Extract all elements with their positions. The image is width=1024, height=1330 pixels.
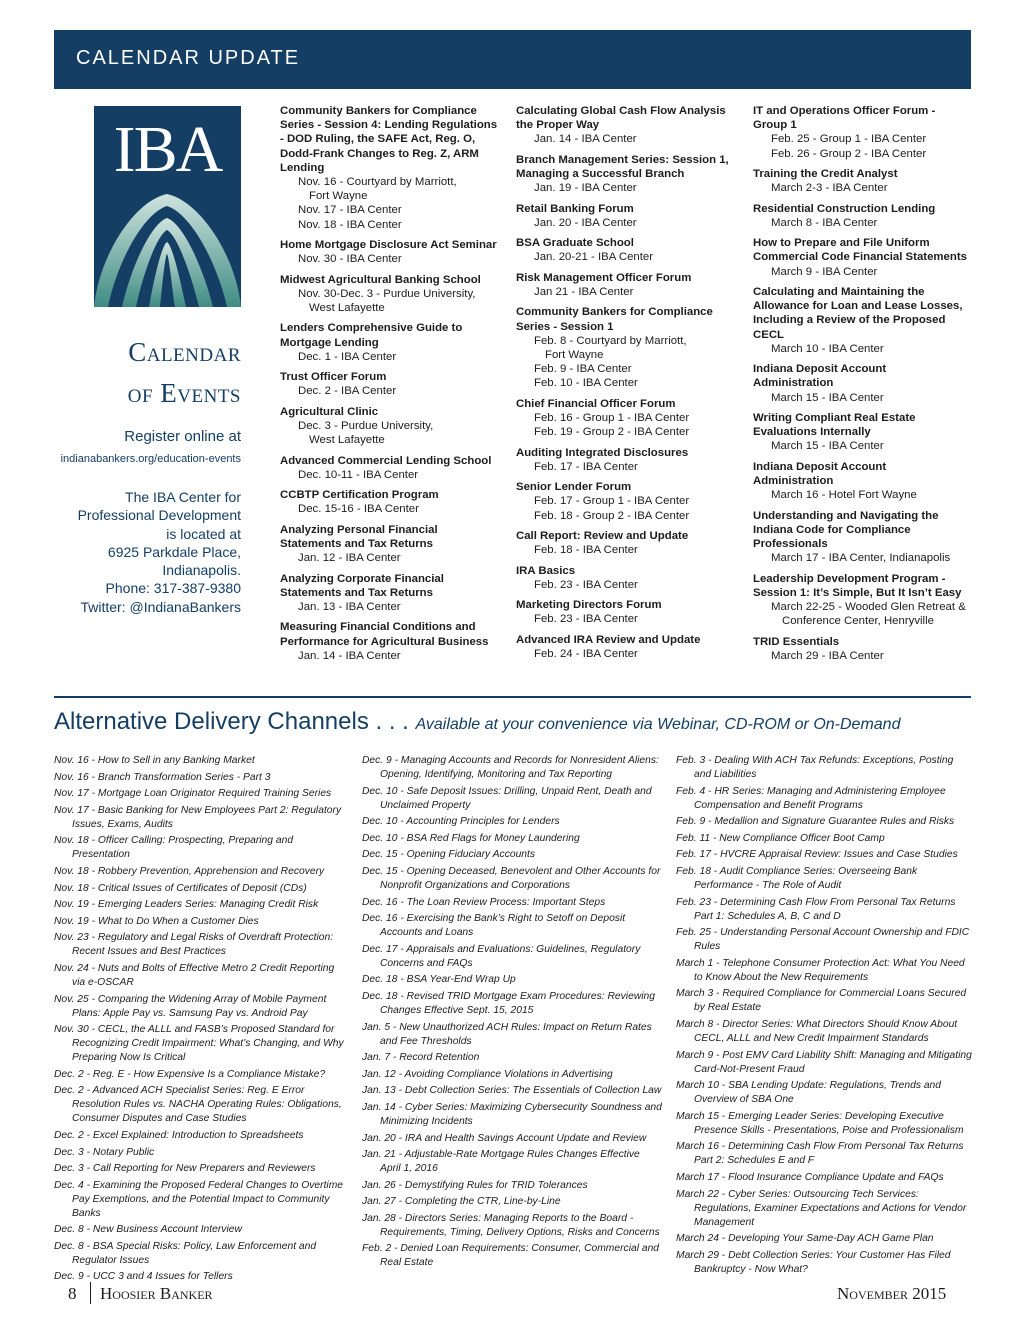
center-info-line: Twitter: @IndianaBankers xyxy=(80,598,241,615)
logo-text: IBA xyxy=(113,113,222,186)
event-title: Chief Financial Officer Forum xyxy=(516,397,676,410)
event-date-location: West Lafayette xyxy=(309,302,385,315)
alternative-delivery-heading xyxy=(54,708,900,736)
alt-delivery-item: Dec. 18 - BSA Year-End Wrap Up xyxy=(362,974,516,986)
event-date-location: Feb. 8 - Courtyard by Marriott, xyxy=(534,334,687,347)
center-info-line: is located at xyxy=(166,525,241,542)
alt-delivery-item: Feb. 11 - New Compliance Officer Boot Camp xyxy=(676,832,885,844)
event-item xyxy=(516,104,741,147)
alt-delivery-item: Jan. 13 - Debt Collection Series: The Essentials of Collection Law xyxy=(362,1085,662,1097)
event-title: Branch Management Series: Session 1, Managing a Successful Branch xyxy=(516,153,729,180)
event-date-location: Feb. 18 - Group 2 - IBA Center xyxy=(534,509,690,522)
event-title: Indiana Deposit Account Administration xyxy=(753,460,887,487)
event-date-location: Conference Center, Henryville xyxy=(782,615,934,628)
event-date-location: Dec. 2 - IBA Center xyxy=(298,385,397,398)
event-date-location: West Lafayette xyxy=(309,434,385,447)
event-title: Community Bankers for Compliance Series - Session 1 xyxy=(516,306,713,333)
event-item xyxy=(516,397,741,440)
event-item xyxy=(280,620,500,663)
event-title: Advanced IRA Review and Update xyxy=(516,633,701,646)
event-item xyxy=(280,572,500,615)
event-date-location: Feb. 24 - IBA Center xyxy=(534,647,638,660)
alt-delivery-item: Dec. 2 - Reg. E - How Expensive Is a Compliance Mistake? xyxy=(54,1068,326,1080)
center-info-line: Professional Development xyxy=(77,507,241,524)
event-date-location: Nov. 18 - IBA Center xyxy=(298,218,402,231)
event-title: Analyzing Personal Financial Statements and Tax Returns xyxy=(280,523,438,550)
alt-delivery-item: March 24 - Developing Your Same-Day ACH Game Plan xyxy=(676,1233,934,1245)
center-contact-info xyxy=(60,488,241,616)
alt-delivery-item: Feb. 2 - Denied Loan Requirements: Consumer, Commercial and Real Estate xyxy=(362,1243,660,1269)
alt-delivery-item: March 16 - Determining Cash Flow From Personal Tax Returns Part 2: Schedules E and F xyxy=(676,1141,964,1167)
event-date-location: March 15 - IBA Center xyxy=(771,391,884,404)
event-title: How to Prepare and File Uniform Commercial Code Financial Statements xyxy=(753,237,967,264)
event-title: IT and Operations Officer Forum - Group 1 xyxy=(753,105,936,132)
event-title: Retail Banking Forum xyxy=(516,202,634,215)
alt-delivery-item: Dec. 16 - Exercising the Bank’s Right to Setoff on Deposit Accounts and Loans xyxy=(362,913,626,939)
alt-delivery-item: Nov. 18 - Critical Issues of Certificates of Deposit (CDs) xyxy=(54,882,307,894)
events-column-1 xyxy=(280,104,500,669)
event-item xyxy=(280,523,500,566)
event-date-location: Jan. 13 - IBA Center xyxy=(298,600,401,613)
alt-delivery-item: Dec. 9 - UCC 3 and 4 Issues for Tellers xyxy=(54,1271,233,1283)
alt-delivery-item: Jan. 28 - Directors Series: Managing Reports to the Board - Requirements, Timing, Delivery Options, Risks and Concerns xyxy=(362,1212,660,1238)
event-item xyxy=(516,480,741,523)
publication-name: Hoosier Banker xyxy=(100,1284,213,1303)
alt-delivery-item: Feb. 17 - HVCRE Appraisal Review: Issues and Case Studies xyxy=(676,849,958,861)
event-date-location: March 17 - IBA Center, Indianapolis xyxy=(771,552,951,565)
event-item xyxy=(753,202,968,230)
event-item xyxy=(753,167,968,195)
alt-delivery-item: Nov. 30 - CECL, the ALLL and FASB’s Proposed Standard for Recognizing Credit Impairment: What’s Changing, and Why Preparing Now Is Critical xyxy=(54,1024,344,1064)
alt-delivery-item: March 1 - Telephone Consumer Protection Act: What You Need to Know About the New Requirements xyxy=(676,957,965,983)
event-item xyxy=(280,370,500,398)
event-item xyxy=(516,236,741,264)
event-item xyxy=(516,598,741,626)
event-title: Senior Lender Forum xyxy=(516,481,632,494)
alt-delivery-item: March 10 - SBA Lending Update: Regulations, Trends and Overview of SBA One xyxy=(676,1080,942,1106)
events-column-2 xyxy=(516,104,741,667)
alt-delivery-item: March 8 - Director Series: What Directors Should Know About CECL, ALLL and New Credit Impairment Standards xyxy=(676,1018,958,1044)
event-date-location: Feb. 23 - IBA Center xyxy=(534,578,638,591)
event-title: Leadership Development Program - Session 1: It’s Simple, But It Isn’t Easy xyxy=(753,572,962,599)
alt-delivery-item: Dec. 17 - Appraisals and Evaluations: Guidelines, Regulatory Concerns and FAQs xyxy=(362,943,641,969)
alt-column-1 xyxy=(54,754,350,1287)
alt-delivery-item: Nov. 19 - Emerging Leaders Series: Managing Credit Risk xyxy=(54,899,319,911)
event-title: Risk Management Officer Forum xyxy=(516,271,692,284)
alt-delivery-item: Jan. 12 - Avoiding Compliance Violations in Advertising xyxy=(362,1068,613,1080)
footer-separator xyxy=(90,1282,91,1304)
event-title: Auditing Integrated Disclosures xyxy=(516,446,689,459)
event-date-location: March 8 - IBA Center xyxy=(771,216,878,229)
event-date-location: Feb. 16 - Group 1 - IBA Center xyxy=(534,411,690,424)
event-item xyxy=(516,529,741,557)
event-date-location: Nov. 30-Dec. 3 - Purdue University, xyxy=(298,287,476,300)
event-title: TRID Essentials xyxy=(753,635,840,648)
event-date-location: Feb. 23 - IBA Center xyxy=(534,613,638,626)
alt-delivery-item: Nov. 24 - Nuts and Bolts of Effective Metro 2 Credit Reporting via e-OSCAR xyxy=(54,962,335,988)
alt-delivery-item: March 15 - Emerging Leader Series: Developing Executive Presence Skills - Presentations, Poise and Professionalism xyxy=(676,1110,964,1136)
alt-delivery-item: Nov. 18 - Robbery Prevention, Apprehension and Recovery xyxy=(54,865,325,877)
center-info-line: The IBA Center for xyxy=(125,489,241,505)
event-date-location: Jan. 14 - IBA Center xyxy=(534,133,637,146)
alt-delivery-item: Dec. 15 - Opening Fiduciary Accounts xyxy=(362,849,536,861)
event-date-location: Feb. 17 - Group 1 - IBA Center xyxy=(534,495,690,508)
calendar-update-banner xyxy=(54,30,971,89)
banner-title: CALENDAR UPDATE xyxy=(76,47,301,69)
event-title: Measuring Financial Conditions and Performance for Agricultural Business xyxy=(280,621,489,648)
alt-delivery-item: Jan. 5 - New Unauthorized ACH Rules: Impact on Return Rates and Fee Thresholds xyxy=(362,1021,652,1047)
event-date-location: Nov. 16 - Courtyard by Marriott, xyxy=(298,176,457,189)
alt-delivery-item: Jan. 26 - Demystifying Rules for TRID Tolerances xyxy=(362,1179,588,1191)
register-online-text: Register online at xyxy=(124,428,241,445)
alt-delivery-item: Feb. 23 - Determining Cash Flow From Personal Tax Returns Part 1: Schedules A, B, C and D xyxy=(676,896,956,922)
alt-delivery-item: Nov. 25 - Comparing the Widening Array of Mobile Payment Plans: Apple Pay vs. Samsung Pay vs. Android Pay xyxy=(54,993,327,1019)
event-item xyxy=(753,460,968,503)
calendar-title-line1: Calendar xyxy=(128,337,241,367)
event-item xyxy=(280,238,500,266)
event-date-location: March 10 - IBA Center xyxy=(771,342,884,355)
event-title: Analyzing Corporate Financial Statements and Tax Returns xyxy=(280,572,444,599)
event-item xyxy=(516,153,741,196)
center-info-line: Phone: 317-387-9380 xyxy=(105,580,241,597)
event-item xyxy=(280,488,500,516)
event-item xyxy=(280,104,500,232)
event-date-location: March 22-25 - Wooded Glen Retreat & xyxy=(771,600,966,613)
event-title: Writing Compliant Real Estate Evaluations Internally xyxy=(753,411,916,439)
event-date-location: Dec. 15-16 - IBA Center xyxy=(298,503,419,516)
event-item xyxy=(280,405,500,448)
event-date-location: Dec. 3 - Purdue University, xyxy=(298,420,434,432)
event-date-location: Feb. 19 - Group 2 - IBA Center xyxy=(534,426,690,439)
event-item xyxy=(753,509,968,566)
alt-delivery-item: Feb. 3 - Dealing With ACH Tax Refunds: Exceptions, Posting and Liabilities xyxy=(676,755,954,780)
alt-delivery-item: Dec. 10 - Safe Deposit Issues: Drilling, Unpaid Rent, Death and Unclaimed Property xyxy=(362,785,652,811)
alt-delivery-item: Nov. 16 - Branch Transformation Series - Part 3 xyxy=(54,771,271,783)
alt-delivery-item: Dec. 4 - Examining the Proposed Federal Changes to Overtime Pay Exemptions, and the Potential Impact to Community Banks xyxy=(54,1179,344,1219)
alt-delivery-item: Feb. 9 - Medallion and Signature Guarantee Rules and Risks xyxy=(676,816,955,828)
alt-delivery-item: Dec. 18 - Revised TRID Mortgage Exam Procedures: Reviewing Changes Effective Sept. 15, 2015 xyxy=(362,990,656,1016)
event-date-location: Jan. 20 - IBA Center xyxy=(534,216,637,229)
event-item xyxy=(516,202,741,230)
alt-delivery-item: Dec. 9 - Managing Accounts and Records for Nonresident Aliens: Opening, Identifying, Monitoring and Tax Reporting xyxy=(362,755,659,780)
event-title: IRA Basics xyxy=(516,564,576,577)
event-item xyxy=(516,633,741,661)
event-item xyxy=(516,446,741,474)
iba-logo xyxy=(94,106,241,307)
alt-delivery-item: Dec. 8 - BSA Special Risks: Policy, Law Enforcement and Regulator Issues xyxy=(54,1240,317,1266)
alt-dots: . . . xyxy=(368,708,416,735)
event-item xyxy=(753,635,968,663)
event-item xyxy=(516,271,741,299)
alt-delivery-item: Dec. 3 - Notary Public xyxy=(54,1146,155,1158)
alt-delivery-item: Feb. 4 - HR Series: Managing and Administering Employee Compensation and Benefit Programs xyxy=(676,785,946,811)
event-title: Marketing Directors Forum xyxy=(516,599,662,612)
event-date-location: Feb. 25 - Group 1 - IBA Center xyxy=(771,133,927,146)
event-title: Lenders Comprehensive Guide to Mortgage Lending xyxy=(280,322,463,349)
event-date-location: Jan. 12 - IBA Center xyxy=(298,552,401,565)
event-title: Advanced Commercial Lending School xyxy=(280,454,492,467)
event-item xyxy=(280,454,500,482)
alt-delivery-item: Nov. 23 - Regulatory and Legal Risks of Overdraft Protection: Recent Issues and Best Practices xyxy=(54,932,334,958)
alt-delivery-item: Feb. 18 - Audit Compliance Series: Overseeing Bank Performance - The Role of Audit xyxy=(676,865,918,891)
event-date-location: March 16 - Hotel Fort Wayne xyxy=(771,489,917,502)
event-date-location: March 9 - IBA Center xyxy=(771,265,878,278)
alt-delivery-item: March 22 - Cyber Series: Outsourcing Tech Services: Regulations, Examiner Expectations and Actions for Vendor Management xyxy=(676,1188,967,1228)
alt-delivery-item: Jan. 20 - IRA and Health Savings Account Update and Review xyxy=(362,1132,647,1144)
event-date-location: Jan. 14 - IBA Center xyxy=(298,649,401,662)
event-item xyxy=(516,305,741,390)
event-date-location: Jan. 19 - IBA Center xyxy=(534,182,637,195)
event-item xyxy=(753,362,968,405)
alt-delivery-item: Nov. 17 - Mortgage Loan Originator Required Training Series xyxy=(54,788,332,800)
event-date-location: Fort Wayne xyxy=(545,348,604,361)
event-item xyxy=(280,321,500,364)
event-date-location: Feb. 26 - Group 2 - IBA Center xyxy=(771,147,927,160)
alt-delivery-item: March 9 - Post EMV Card Liability Shift: Managing and Mitigating Card-Not-Present Fraud xyxy=(676,1049,972,1075)
event-date-location: Nov. 17 - IBA Center xyxy=(298,204,402,217)
alt-column-3 xyxy=(676,754,972,1279)
event-title: Call Report: Review and Update xyxy=(516,529,689,542)
event-item xyxy=(753,285,968,356)
event-date-location: Feb. 10 - IBA Center xyxy=(534,377,638,390)
event-item xyxy=(753,411,968,454)
alt-delivery-item: Dec. 10 - BSA Red Flags for Money Laundering xyxy=(362,832,580,844)
event-title: Understanding and Navigating the Indiana Code for Compliance Professionals xyxy=(753,509,939,550)
event-date-location: Dec. 10-11 - IBA Center xyxy=(298,468,419,481)
event-title: CCBTP Certification Program xyxy=(280,489,439,502)
register-url-link[interactable]: indianabankers.org/education-events xyxy=(60,453,241,465)
event-title: Calculating Global Cash Flow Analysis the Proper Way xyxy=(516,105,726,132)
calendar-title-line2: of Events xyxy=(127,378,241,408)
event-title: Calculating and Maintaining the Allowance for Loan and Lease Losses, Including a Review of the Proposed CECL xyxy=(753,285,963,341)
event-date-location: March 2-3 - IBA Center xyxy=(771,182,888,195)
alt-delivery-item: Dec. 2 - Excel Explained: Introduction to Spreadsheets xyxy=(54,1129,304,1141)
center-info-line: Indianapolis. xyxy=(162,562,241,579)
event-item xyxy=(753,104,968,161)
event-title: Community Bankers for Compliance Series - Session 4: Lending Regulations - DOD Ruling, the SAFE Act, Reg. O, Dodd-Frank Changes to Reg. Z, ARM Lending xyxy=(280,105,498,174)
event-item xyxy=(753,236,968,279)
event-title: BSA Graduate School xyxy=(516,237,634,250)
event-date-location: Jan 21 - IBA Center xyxy=(534,285,634,298)
center-info-line: 6925 Parkdale Place, xyxy=(107,543,241,560)
event-date-location: March 29 - IBA Center xyxy=(771,649,884,662)
page-number: 8 xyxy=(68,1284,77,1303)
alt-delivery-item: Nov. 18 - Officer Calling: Prospecting, Preparing and Presentation xyxy=(54,835,294,861)
event-date-location: Feb. 9 - IBA Center xyxy=(534,363,632,376)
alt-delivery-item: Feb. 25 - Understanding Personal Account Ownership and FDIC Rules xyxy=(676,927,970,953)
event-title: Training the Credit Analyst xyxy=(753,168,898,180)
alt-delivery-item: Dec. 8 - New Business Account Interview xyxy=(54,1224,242,1236)
alt-delivery-item: Dec. 16 - The Loan Review Process: Important Steps xyxy=(362,896,606,908)
event-title: Trust Officer Forum xyxy=(280,371,387,384)
event-title: Midwest Agricultural Banking School xyxy=(280,273,481,286)
alt-delivery-item: March 3 - Required Compliance for Commercial Loans Secured by Real Estate xyxy=(676,988,967,1014)
alt-delivery-item: Jan. 7 - Record Retention xyxy=(362,1052,480,1064)
event-date-location: Dec. 1 - IBA Center xyxy=(298,350,397,363)
alt-delivery-item: Nov. 16 - How to Sell in any Banking Market xyxy=(54,755,255,766)
event-date-location: Feb. 18 - IBA Center xyxy=(534,544,638,557)
alt-delivery-item: Dec. 10 - Accounting Principles for Lenders xyxy=(362,816,560,828)
event-date-location: Fort Wayne xyxy=(309,190,368,203)
event-item xyxy=(516,564,741,592)
event-date-location: Nov. 30 - IBA Center xyxy=(298,253,402,266)
alt-delivery-item: Nov. 19 - What to Do When a Customer Dies xyxy=(54,915,259,927)
alt-delivery-item: Jan. 21 - Adjustable-Rate Mortgage Rules Changes Effective April 1, 2016 xyxy=(362,1149,640,1175)
alt-delivery-item: Jan. 14 - Cyber Series: Maximizing Cybersecurity Soundness and Minimizing Incidents xyxy=(362,1101,662,1127)
event-title: Indiana Deposit Account Administration xyxy=(753,363,887,390)
issue-date: November 2015 xyxy=(837,1284,947,1303)
event-date-location: March 15 - IBA Center xyxy=(771,440,884,453)
section-divider xyxy=(54,696,971,698)
event-date-location: Jan. 20-21 - IBA Center xyxy=(534,251,654,264)
alt-delivery-item: Dec. 15 - Opening Deceased, Benevolent and Other Accounts for Nonprofit Organizations and Corporations xyxy=(362,865,661,891)
alt-delivery-item: Dec. 3 - Call Reporting for New Preparers and Reviewers xyxy=(54,1163,316,1175)
event-title: Residential Construction Lending xyxy=(753,202,936,215)
alt-delivery-item: March 17 - Flood Insurance Compliance Update and FAQs xyxy=(676,1171,944,1183)
alt-column-2 xyxy=(362,754,662,1273)
alt-subtitle: Available at your convenience via Webinar, CD-ROM or On-Demand xyxy=(415,716,901,733)
alt-title: Alternative Delivery Channels xyxy=(54,708,369,735)
event-date-location: Feb. 17 - IBA Center xyxy=(534,460,638,473)
event-item xyxy=(280,273,500,316)
event-title: Home Mortgage Disclosure Act Seminar xyxy=(280,239,497,252)
alt-delivery-item: March 29 - Debt Collection Series: Your Customer Has Filed Bankruptcy - Now What? xyxy=(676,1249,951,1275)
alt-delivery-item: Jan. 27 - Completing the CTR, Line-by-Line xyxy=(362,1196,561,1208)
event-title: Agricultural Clinic xyxy=(280,405,379,418)
event-item xyxy=(753,572,968,629)
alt-delivery-item: Nov. 17 - Basic Banking for New Employees Part 2: Regulatory Issues, Exams, Audits xyxy=(54,804,342,830)
events-column-3 xyxy=(753,104,968,669)
alt-delivery-item: Dec. 2 - Advanced ACH Specialist Series: Reg. E Error Resolution Rules vs. NACHA Operating Rules: Obligations, Consumer Disputes and Case Studies xyxy=(54,1085,342,1125)
